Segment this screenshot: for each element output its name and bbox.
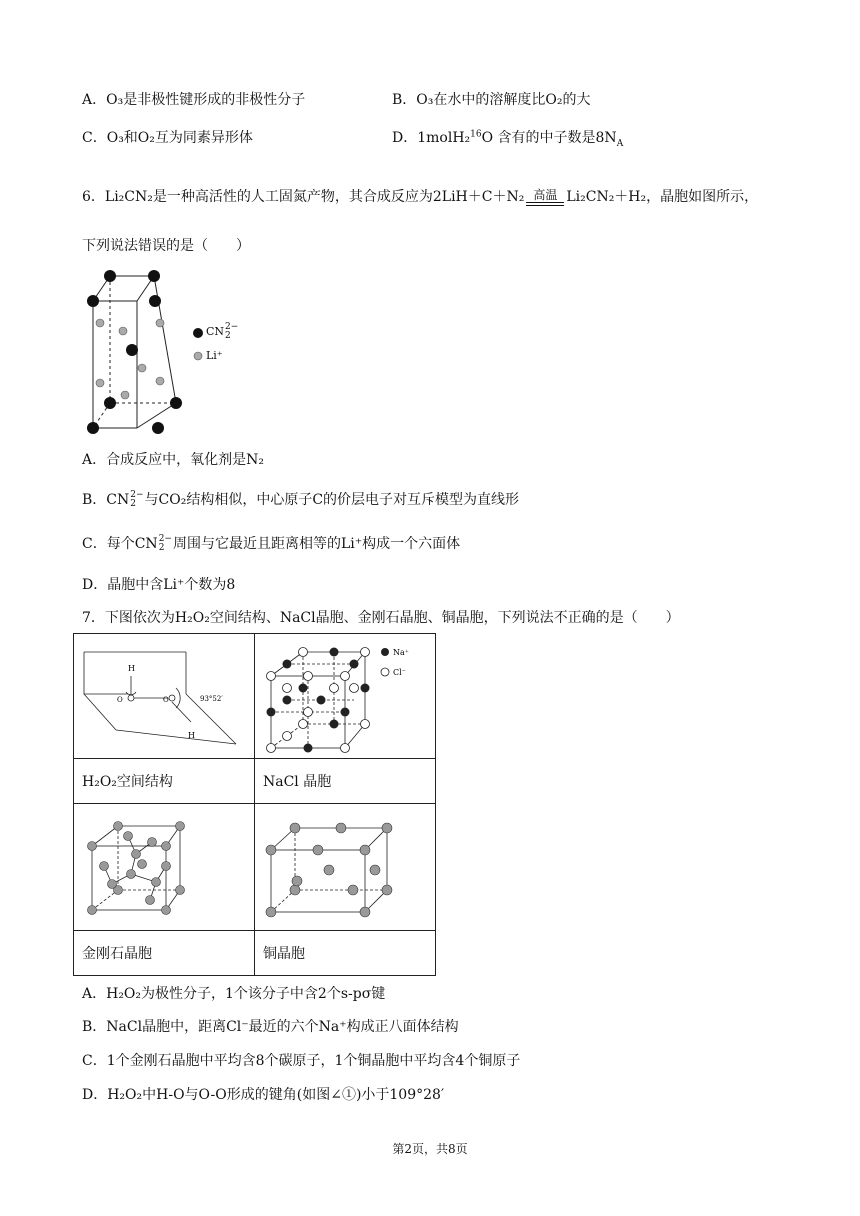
q6-stem-line2: 下列说法错误的是（ ）	[82, 238, 250, 254]
q5-option-c: C．O₃和O₂互为同素异形体	[82, 130, 253, 146]
label-nacl: NaCl 晶胞	[255, 759, 436, 804]
label-diamond: 金刚石晶胞	[74, 931, 255, 976]
q5-option-d: D．1molH₂$^{16}$O 含有的中子数是$8N_A$	[392, 129, 624, 149]
page-footer: 第2页，共8页	[392, 1142, 468, 1156]
copper-unit-cell-figure	[257, 806, 427, 926]
q5-option-a: A．O₃是非极性键形成的非极性分子	[82, 92, 306, 108]
li2cn2-unit-cell-figure	[80, 268, 280, 443]
q7-option-d: D．H₂O₂中H-O与O-O形成的键角(如图∠①)小于109°28′	[82, 1087, 445, 1103]
fig-cl-legend: Cl⁻	[393, 668, 406, 677]
nacl-unit-cell-figure	[257, 636, 427, 756]
q6-stem: 6．Li₂CN₂是一种高活性的人工固氮产物，其合成反应为2LiH＋C＋N₂ 高温 Li₂CN₂＋H₂，晶胞如图所示，	[82, 188, 759, 205]
nacl-figure-cell	[255, 634, 436, 759]
diamond-unit-cell-figure	[76, 806, 246, 926]
q7-option-b: B．NaCl晶胞中，距离Cl⁻最近的六个Na⁺构成正八面体结构	[82, 1019, 459, 1035]
q6-option-d: D．晶胞中含Li⁺个数为8	[82, 577, 236, 593]
legend-cn2: CN 2− 2	[206, 322, 239, 341]
q7-option-a: A．H₂O₂为极性分子，1个该分子中含2个s-pσ键	[82, 986, 386, 1002]
q7-option-c: C．1个金刚石晶胞中平均含8个碳原子，1个铜晶胞中平均含4个铜原子	[82, 1053, 521, 1069]
fig-o-left: O	[117, 696, 123, 704]
fig-o-right: O	[163, 696, 169, 704]
h2o2-structure-figure	[76, 636, 246, 756]
diamond-figure-cell	[74, 804, 255, 931]
label-h2o2: H₂O₂空间结构	[74, 759, 255, 804]
q7-figure-table	[73, 633, 436, 976]
reaction-arrow: 高温	[526, 188, 564, 206]
q5-option-b: B．O₃在水中的溶解度比O₂的大	[392, 92, 591, 108]
copper-figure-cell	[255, 804, 436, 931]
fig-h-top: H	[128, 664, 135, 673]
h2o2-figure-cell	[74, 634, 255, 759]
q6-option-b: B．CN 2− 2 与CO₂结构相似，中心原子C的价层电子对互斥模型为直线形	[82, 490, 520, 509]
q6-option-a: A．合成反应中，氧化剂是N₂	[82, 452, 264, 468]
fig-na-legend: Na⁺	[393, 648, 409, 657]
label-copper: 铜晶胞	[255, 931, 436, 976]
fig-angle: 93°52′	[200, 695, 223, 703]
fig-h-bottom: H	[188, 731, 195, 740]
q6-option-c: C．每个CN 2− 2 周围与它最近且距离相等的Li⁺构成一个六面体	[82, 534, 461, 553]
q7-stem: 7．下图依次为H₂O₂空间结构、NaCl晶胞、金刚石晶胞、铜晶胞，下列说法不正确的是（ ）	[82, 610, 680, 626]
legend-li: Li⁺	[206, 349, 223, 362]
